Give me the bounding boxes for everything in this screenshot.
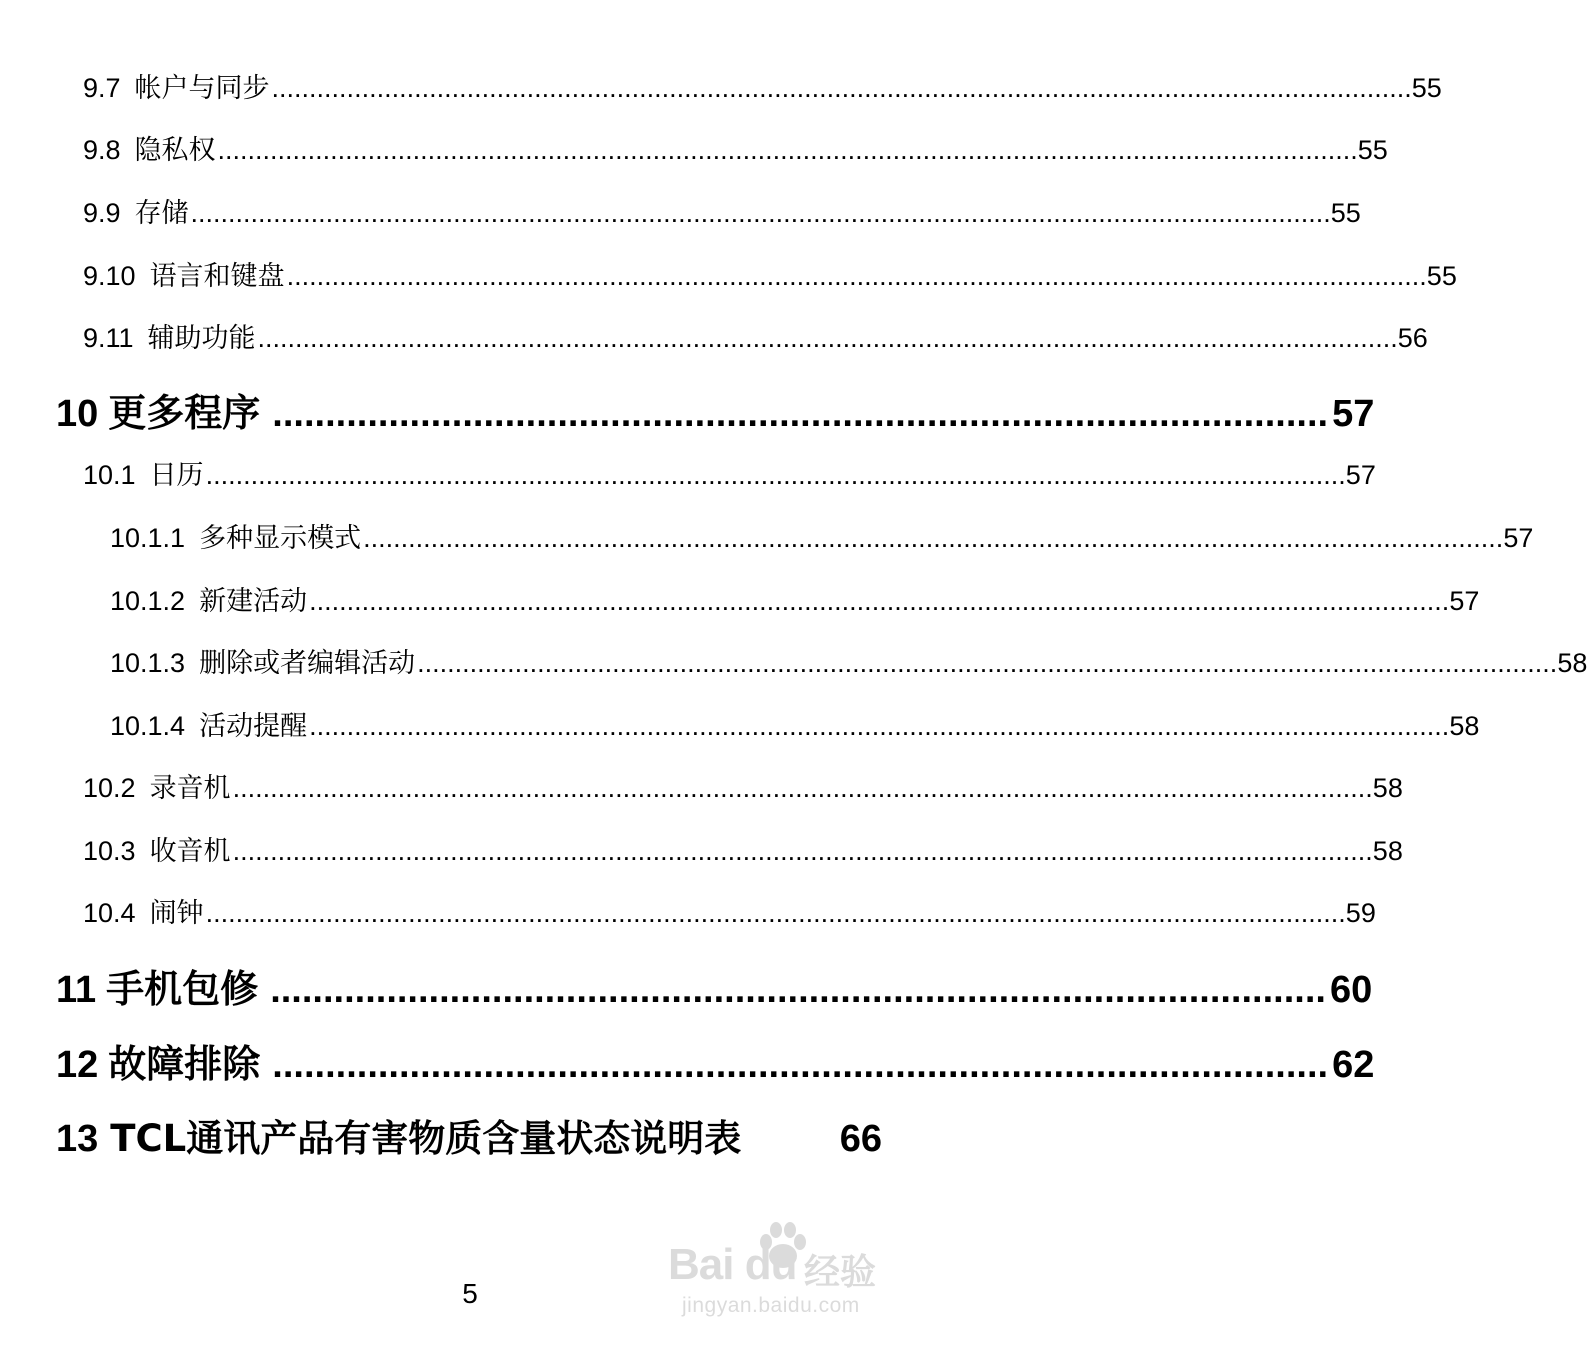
toc-entry-10-3[interactable] (83, 831, 1403, 871)
toc-title: 闹钟 (149, 898, 204, 929)
toc-chapter-number: 10 (56, 393, 99, 435)
toc-number: 9.9 (83, 198, 121, 228)
toc-leader: ........................................................................................................................................................ (363, 523, 1504, 553)
toc-chapter-13[interactable] (56, 1112, 882, 1166)
toc-chapter-title: 手机包修 (106, 967, 259, 1011)
toc-entry-9-11[interactable] (83, 318, 1428, 358)
toc-page-number: 58 (1372, 773, 1403, 803)
toc-title: 日历 (149, 460, 204, 491)
toc-leader: .................................................................................................... (270, 969, 1326, 1011)
toc-leader: ........................................................................................................................................................ (309, 711, 1450, 741)
toc-title: 帐户与同步 (134, 73, 270, 104)
toc-chapter-number: 11 (56, 969, 97, 1011)
toc-page-number: 57 (1332, 393, 1375, 435)
toc-title: 删除或者编辑活动 (199, 648, 416, 679)
toc-number: 10.2 (83, 773, 136, 803)
toc-leader: ........................................................................................................................................................ (417, 648, 1558, 678)
toc-entry-10-1-3[interactable] (110, 643, 1587, 683)
toc-page-number: 58 (1449, 711, 1480, 741)
toc-page-number: 59 (1345, 898, 1376, 928)
toc-entry-9-10[interactable] (83, 256, 1457, 296)
toc-page-number: 58 (1372, 836, 1403, 866)
watermark-label: 经验 (804, 1252, 877, 1293)
toc-chapter-title: 更多程序 (108, 391, 261, 435)
page-number: 5 (462, 1278, 478, 1309)
toc-leader: ........................................................................................................................................................ (205, 460, 1346, 490)
watermark-logo-text: Bai du (668, 1240, 797, 1289)
toc-chapter-12[interactable] (56, 1037, 1375, 1091)
toc-page-number: 57 (1345, 460, 1376, 490)
toc-page-number: 55 (1411, 73, 1442, 103)
toc-entry-10-1-2[interactable] (110, 581, 1480, 621)
toc-title: 录音机 (149, 773, 231, 804)
toc-title: 多种显示模式 (199, 523, 362, 554)
toc-leader: ........................................................................................................................................................ (205, 898, 1346, 928)
toc-page-number: 66 (839, 1118, 882, 1160)
toc-chapter-10[interactable] (56, 386, 1375, 440)
toc-title: 隐私权 (134, 135, 216, 166)
toc-entry-10-1[interactable] (83, 455, 1376, 495)
toc-page-number: 55 (1357, 135, 1388, 165)
toc-title: 活动提醒 (199, 711, 308, 742)
toc-title: 收音机 (149, 836, 231, 867)
toc-page-number: 57 (1449, 586, 1480, 616)
toc-entry-10-1-1[interactable] (110, 518, 1534, 558)
toc-title: 语言和键盘 (149, 261, 285, 292)
toc-chapter-number: 12 (56, 1044, 99, 1086)
toc-entry-9-7[interactable] (83, 68, 1442, 108)
toc-chapter-11[interactable] (56, 962, 1373, 1016)
toc-entry-10-4[interactable] (83, 893, 1376, 933)
toc-entry-9-9[interactable] (83, 193, 1361, 233)
baidu-jingyan-watermark (668, 1218, 888, 1330)
watermark-url: jingyan.baidu.com (682, 1294, 860, 1317)
toc-number: 10.4 (83, 898, 136, 928)
toc-leader: ........................................................................................................................................................ (257, 323, 1398, 353)
toc-number: 9.11 (83, 323, 134, 353)
toc-page-number: 56 (1397, 323, 1428, 353)
toc-page-number: 58 (1557, 648, 1587, 678)
toc-leader: ........................................................................................................................................................ (217, 135, 1358, 165)
toc-leader: ........................................................................................................................................................ (232, 773, 1373, 803)
toc-title: 存储 (134, 198, 189, 229)
toc-page-number: 55 (1426, 261, 1457, 291)
toc-number: 9.8 (83, 135, 121, 165)
toc-page-number: 57 (1503, 523, 1534, 553)
toc-number: 10.1.1 (110, 523, 186, 553)
toc-number: 9.7 (83, 73, 121, 103)
toc-page-number: 60 (1329, 969, 1373, 1011)
toc-number: 10.1.2 (110, 586, 186, 616)
toc-leader: .................................................................................................... (272, 393, 1329, 435)
toc-leader: ........................................................................................................................................................ (190, 198, 1331, 228)
toc-page-number: 62 (1332, 1044, 1375, 1086)
toc-chapter-title: 故障排除 (108, 1042, 261, 1086)
toc-title: 辅助功能 (147, 323, 256, 354)
toc-entry-10-2[interactable] (83, 768, 1403, 808)
toc-number: 10.1.3 (110, 648, 186, 678)
toc-page-number: 55 (1330, 198, 1361, 228)
toc-entry-10-1-4[interactable] (110, 706, 1480, 746)
toc-leader: .................................................................................................... (272, 1044, 1329, 1086)
toc-chapter-title: TCL通讯产品有害物质含量状态说明表 (110, 1117, 742, 1160)
toc-leader: ........................................................................................................................................................ (232, 836, 1373, 866)
toc-leader: ........................................................................................................................................................ (271, 73, 1412, 103)
toc-chapter-number: 13 (56, 1118, 99, 1160)
toc-number: 10.3 (83, 836, 136, 866)
toc-title: 新建活动 (199, 586, 308, 617)
toc-number: 10.1.4 (110, 711, 186, 741)
toc-entry-9-8[interactable] (83, 130, 1388, 170)
toc-number: 9.10 (83, 261, 136, 291)
toc-number: 10.1 (83, 460, 136, 490)
toc-leader: ........................................................................................................................................................ (286, 261, 1427, 291)
toc-leader: ........................................................................................................................................................ (309, 586, 1450, 616)
